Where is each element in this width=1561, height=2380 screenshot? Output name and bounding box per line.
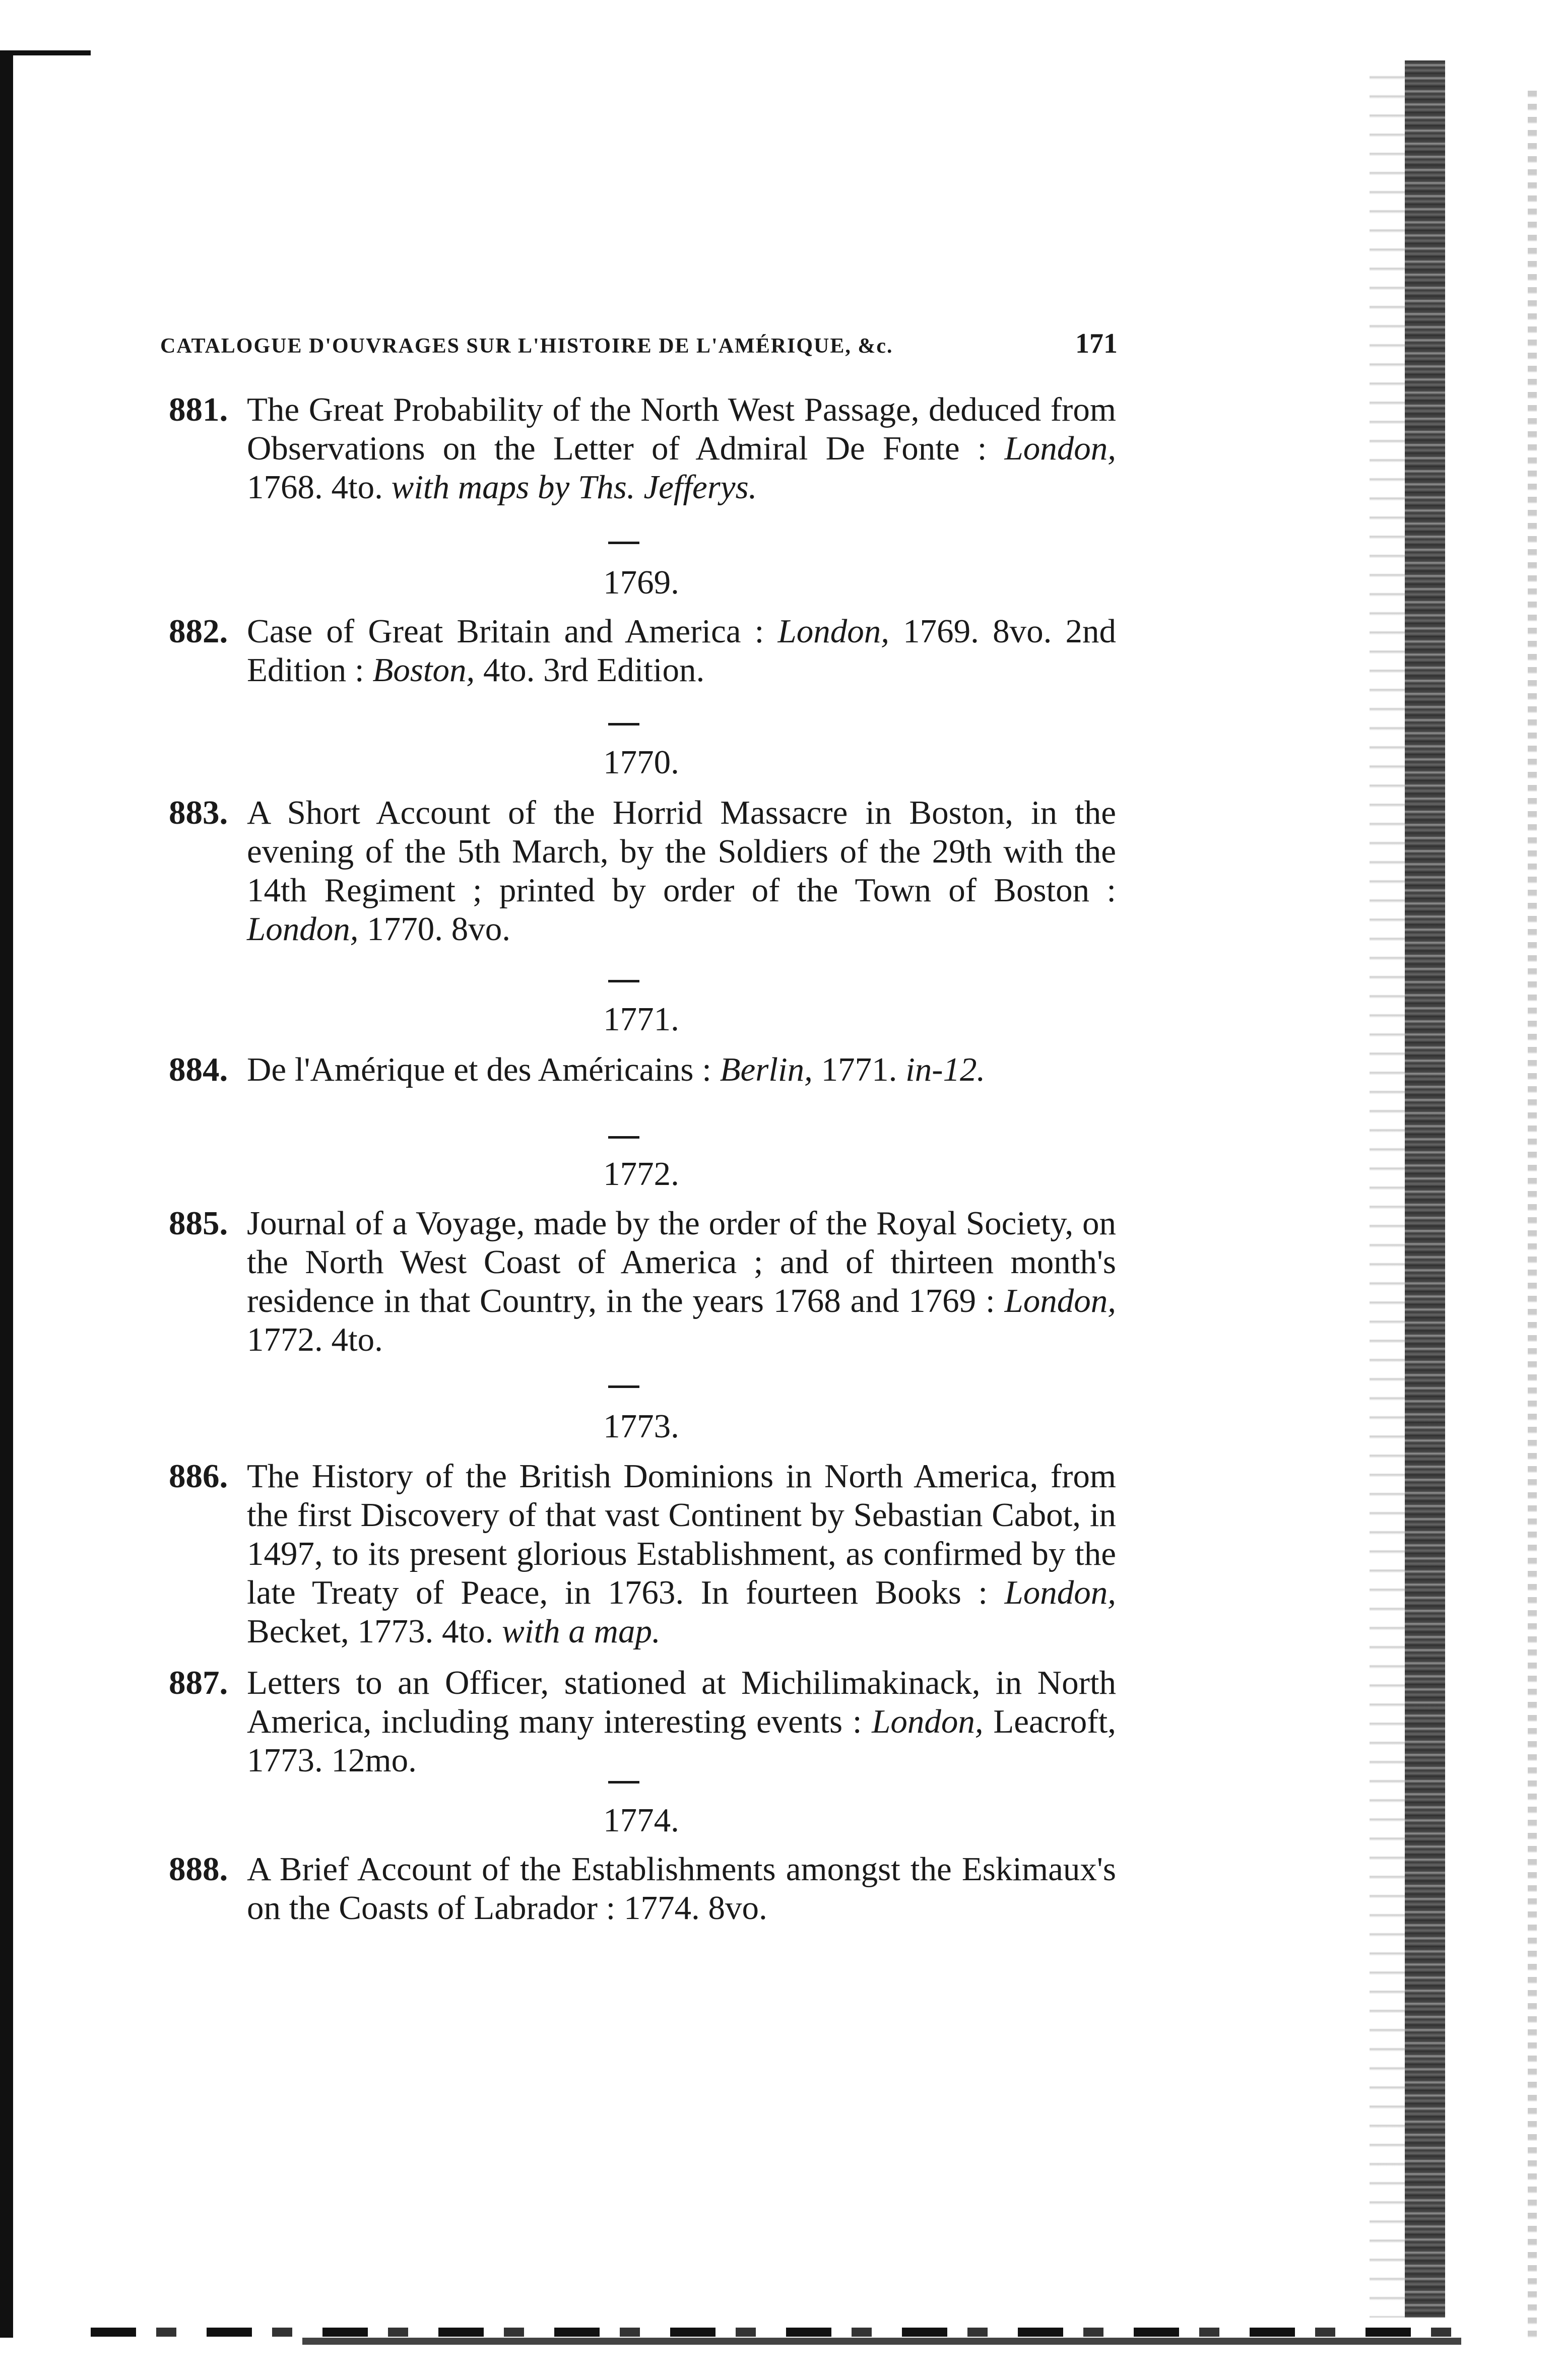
page-number: 171	[1075, 328, 1118, 359]
catalogue-entry-883	[169, 794, 1116, 949]
entry-number: 883.	[169, 794, 228, 831]
catalogue-entry-886	[169, 1457, 1116, 1651]
entry-text: Letters to an Officer, stationed at Michilimakinack, in North America, including many interesting events : London, Leacroft, 1773. 12mo.	[247, 1664, 1116, 1779]
entry-text: Journal of a Voyage, made by the order of the Royal Society, on the North West Coast of America ; and of thirteen month's residence in that Country, in the years 1768 and 1769 : London, 1772. 4to.	[247, 1205, 1116, 1358]
scan-edge-left	[0, 50, 13, 2338]
catalogue-entry-887	[169, 1664, 1116, 1780]
year-heading-1771: 1771.	[603, 1001, 679, 1038]
section-rule	[608, 542, 639, 544]
page-gutter-shade	[1370, 60, 1405, 2318]
entry-text: De l'Amérique et des Américains : Berlin, 1771. in-12.	[247, 1051, 986, 1088]
entry-place: Berlin,	[720, 1051, 813, 1088]
entry-number: 888.	[169, 1850, 228, 1888]
entry-place: London,	[777, 613, 889, 650]
page-gutter-shadow	[1405, 60, 1445, 2318]
section-rule	[608, 980, 639, 982]
year-heading-1770: 1770.	[603, 744, 679, 781]
entry-place: London,	[1004, 1282, 1116, 1319]
entry-text: The History of the British Dominions in North America, from the first Discovery of that vast Continent by Sebastian Cabot, in 1497, to its present glorious Establishment, as confirmed by the late Treaty of Peace, in 1763. In fourteen Books : London, Becket, 1773. 4to. with a map.	[247, 1458, 1116, 1650]
scan-edge-bottom-dark	[302, 2338, 1461, 2345]
entry-note: with maps by Ths. Jefferys.	[391, 469, 757, 506]
year-heading-1774: 1774.	[603, 1802, 679, 1839]
catalogue-entry-884	[169, 1050, 1116, 1089]
year-heading-1772: 1772.	[603, 1155, 679, 1193]
section-rule	[608, 1136, 639, 1139]
scan-edge-left-top	[0, 50, 91, 55]
year-heading-1773: 1773.	[603, 1408, 679, 1445]
scan-edge-bottom	[91, 2328, 1451, 2337]
entry-text: A Brief Account of the Establishments amongst the Eskimaux's on the Coasts of Labrador : 1774. 8vo.	[247, 1850, 1116, 1927]
entry-number: 884.	[169, 1051, 228, 1088]
entry-place-2: Boston,	[372, 651, 475, 689]
entry-number: 887.	[169, 1664, 228, 1701]
entry-place: London,	[872, 1703, 984, 1740]
entry-note: in-12.	[905, 1051, 986, 1088]
catalogue-entry-888	[169, 1850, 1116, 1928]
section-rule	[608, 1781, 639, 1783]
header-title: CATALOGUE D'OUVRAGES SUR L'HISTOIRE DE L'AMÉRIQUE, &c.	[160, 335, 893, 358]
entry-place: London,	[1004, 430, 1116, 467]
entry-number: 881.	[169, 391, 228, 428]
running-header	[160, 327, 1118, 368]
entry-place: London,	[1004, 1574, 1116, 1611]
entry-number: 886.	[169, 1458, 228, 1495]
catalogue-entry-885	[169, 1204, 1116, 1359]
section-rule	[608, 1385, 639, 1388]
entry-text: Case of Great Britain and America : London, 1769. 8vo. 2nd Edition : Boston, 4to. 3rd Edition.	[247, 613, 1117, 689]
entry-number: 882.	[169, 613, 228, 650]
entry-text: The Great Probability of the North West Passage, deduced from Observations on the Letter of Admiral De Fonte : London, 1768. 4to. with maps by Ths. Jefferys.	[247, 391, 1116, 506]
entry-note: with a map.	[502, 1613, 661, 1650]
entry-place: London,	[247, 910, 359, 948]
section-rule	[608, 723, 639, 725]
entry-text: A Short Account of the Horrid Massacre in Boston, in the evening of the 5th March, by the Soldiers of the 29th with the 14th Regiment ; printed by order of the Town of Boston : London, 1770. 8vo.	[247, 794, 1116, 948]
year-heading-1769: 1769.	[603, 564, 679, 601]
entry-number: 885.	[169, 1205, 228, 1242]
catalogue-entry-881	[169, 390, 1116, 507]
scan-edge-right	[1528, 91, 1537, 2338]
catalogue-entry-882	[169, 612, 1116, 690]
